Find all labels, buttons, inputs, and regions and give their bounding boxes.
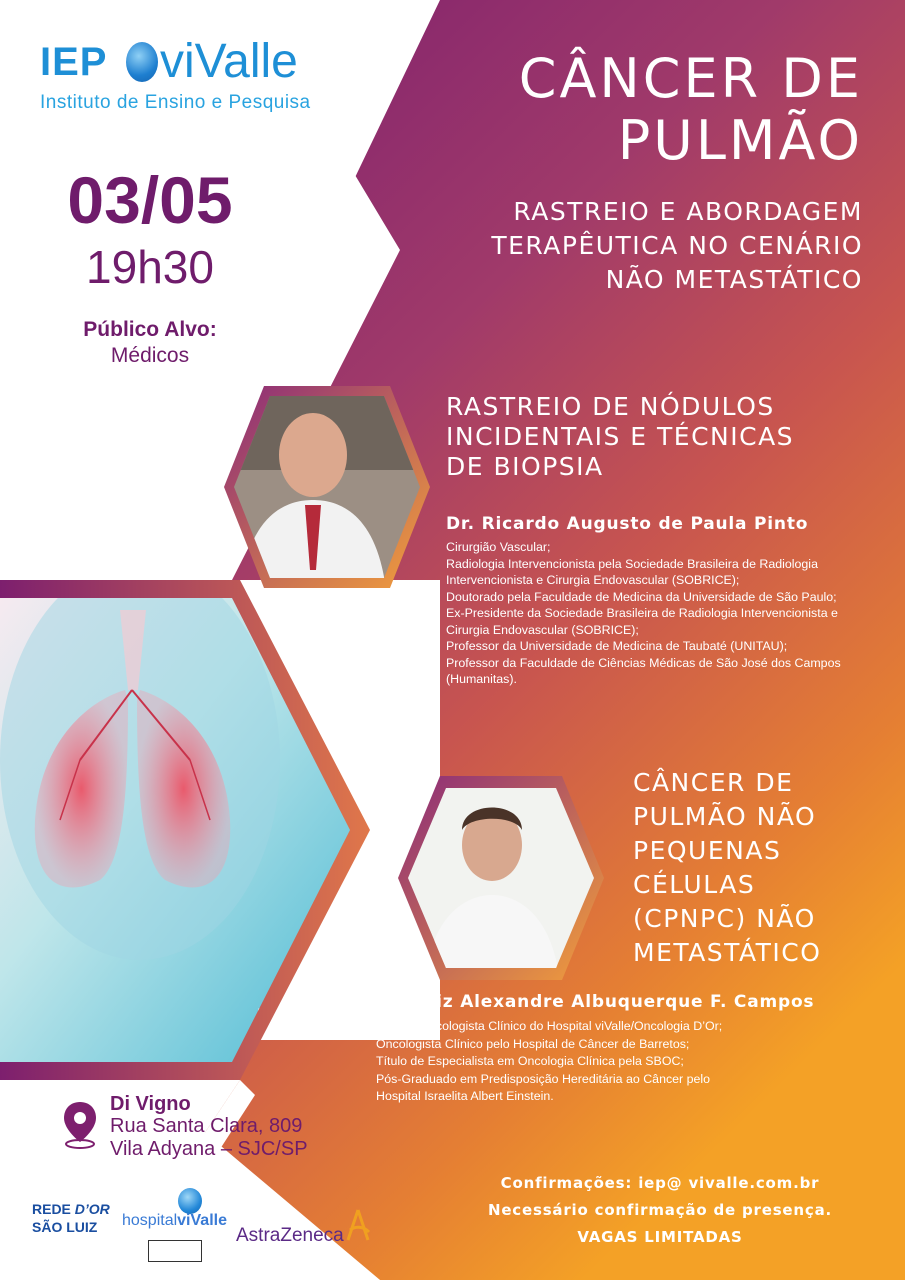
talk2-title (633, 766, 821, 970)
rede-dor-top: REDE (32, 1201, 71, 1217)
logo-brand-name: viValle (160, 35, 298, 88)
talk1-title (446, 392, 794, 482)
responsible-stamp (148, 1240, 202, 1262)
bio-line: Cirurgia Endovascular (SOBRICE); (446, 622, 639, 637)
speaker2-name: Dr. Luiz Alexandre Albuquerque F. Campos (376, 992, 815, 1012)
bio-line: (Humanitas). (446, 672, 517, 686)
hospital-globe-icon (178, 1188, 202, 1214)
venue-address-line1: Rua Santa Clara, 809 (110, 1115, 303, 1137)
main-subtitle (491, 195, 863, 297)
speaker2-bio (376, 1018, 722, 1106)
main-title-line2: PULMÃO (617, 109, 863, 172)
subtitle-line2: TERAPÊUTICA NO CENÁRIO (491, 231, 863, 260)
confirmation-note: Necessário confirmação de presença. (487, 1201, 832, 1219)
bio-line: Pós-Graduado em Predisposição Hereditária ao Câncer pelo (376, 1071, 711, 1086)
main-title (519, 48, 863, 172)
bio-line: Intervencionista e Cirurgia Endovascular (SOBRICE); (446, 573, 740, 587)
talk2-title-line: (CPNPC) NÃO (633, 904, 816, 933)
subtitle-line1: RASTREIO E ABORDAGEM (513, 197, 863, 226)
rede-dor-bottom: SÃO LUIZ (32, 1219, 98, 1235)
rede-dor-logo (32, 1200, 110, 1236)
bio-line: Professor da Faculdade de Ciências Médicas de São José dos Campos (446, 655, 841, 670)
logo-subtitle: Instituto de Ensino e Pesquisa (40, 92, 311, 113)
audience-label: Público Alvo: (83, 318, 217, 341)
talk2-title-line: PULMÃO NÃO (633, 802, 817, 831)
speaker1-bio (446, 539, 841, 688)
confirmation-email: Confirmações: iep@ vivalle.com.br (500, 1174, 820, 1192)
talk2-title-line: PEQUENAS (633, 836, 782, 865)
astrazeneca-symbol-icon (343, 1208, 373, 1244)
limited-seats: VAGAS LIMITADAS (577, 1228, 743, 1246)
talk1-title-line: RASTREIO DE NÓDULOS (446, 392, 775, 421)
bio-line: Professor da Universidade de Medicina de Taubaté (UNITAU); (446, 639, 788, 653)
venue-name: Di Vigno (110, 1093, 191, 1115)
hospital-name: viValle (177, 1212, 227, 1229)
talk1-title-line: INCIDENTAIS E TÉCNICAS (446, 422, 795, 451)
venue-address-line2: Vila Adyana – SJC/SP (110, 1138, 308, 1160)
bio-line: Radiologia Intervencionista pela Sociedade Brasileira de Radiologia (446, 556, 818, 571)
speaker1-name: Dr. Ricardo Augusto de Paula Pinto (446, 514, 809, 534)
confirmation-block (460, 1170, 860, 1251)
talk2-title-line: CÂNCER DE (633, 768, 794, 797)
bio-line: Ex-Presidente da Sociedade Brasileira de Radiologia Intervencionista e (446, 606, 838, 620)
main-title-line1: CÂNCER DE (518, 47, 863, 110)
hospital-prefix: hospital (122, 1212, 178, 1229)
location-pin-icon (60, 1100, 100, 1150)
bio-line: Médico Oncologista Clínico do Hospital viValle/Oncologia D’Or; (376, 1019, 723, 1033)
talk2-title-line: CÉLULAS (633, 870, 756, 899)
lungs-image (0, 560, 360, 1068)
bio-line: Cirurgião Vascular; (446, 540, 551, 554)
hospital-vivalle-logo (122, 1212, 227, 1230)
bio-line: Doutorado pela Faculdade de Medicina da Universidade de São Paulo; (446, 589, 837, 604)
astrazeneca-logo: AstraZeneca (236, 1225, 344, 1246)
event-time: 19h30 (86, 241, 214, 293)
logo-iep-text: IEP (40, 40, 108, 84)
logo-globe-icon (126, 42, 158, 82)
event-date: 03/05 (67, 163, 233, 237)
subtitle-line3: NÃO METASTÁTICO (605, 265, 863, 294)
audience-value: Médicos (110, 344, 190, 367)
talk2-title-line: METASTÁTICO (633, 938, 822, 967)
rede-dor-mark: D’OR (74, 1201, 110, 1217)
talk1-title-line: DE BIOPSIA (446, 452, 604, 481)
bio-line: Oncologista Clínico pelo Hospital de Câncer de Barretos; (376, 1036, 690, 1051)
bio-line: Hospital Israelita Albert Einstein. (376, 1089, 554, 1103)
bio-line: Título de Especialista em Oncologia Clínica pela SBOC; (376, 1054, 684, 1068)
